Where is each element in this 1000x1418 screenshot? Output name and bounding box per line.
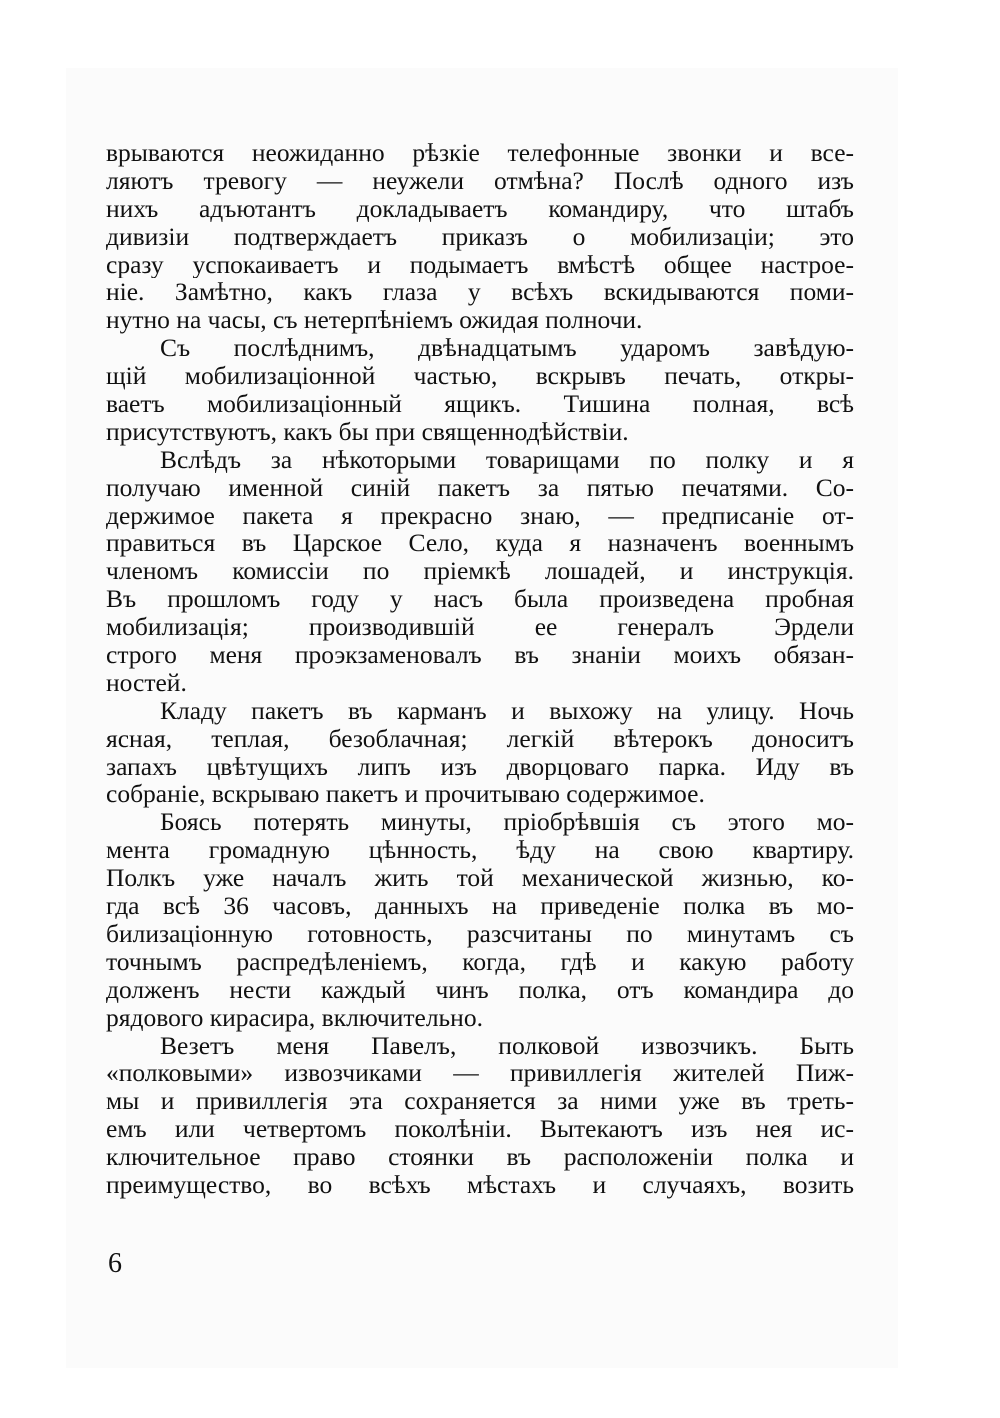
text-line: емъ или четвертомъ поколѣніи. Вытекаютъ изъ нея ис- (106, 1115, 854, 1144)
page-number: 6 (108, 1248, 122, 1279)
text-line: Полкъ уже началъ жить той механической жизнью, ко- (106, 864, 854, 893)
text-line: мы и привиллегія эта сохраняется за ними уже въ треть- (106, 1087, 854, 1116)
text-line: строго меня проэкзаменовалъ въ знаніи моихъ обязан- (106, 641, 854, 669)
text-line: долженъ нести каждый чинъ полка, отъ командира до (106, 975, 854, 1004)
text-line: ваетъ мобилизаціонный ящикъ. Тишина полная, всѣ (106, 390, 854, 418)
text-line: Боясь потерять минуты, пріобрѣвшія съ этого мо- (160, 808, 854, 837)
text-line: ключительное право стоянки въ расположеніи полка и (106, 1143, 854, 1171)
text-line: запахъ цвѣтущихъ липъ изъ дворцоваго парка. Иду въ (106, 752, 854, 781)
text-line: рядового кирасира, включительно. (106, 1003, 483, 1032)
text-line: держимое пакета я прекрасно знаю, — предписаніе от- (106, 501, 854, 530)
body-text (106, 139, 854, 1199)
text-line: собраніе, вскрываю пакетъ и прочитываю содержимое. (106, 780, 705, 809)
text-line: точнымъ распредѣленіемъ, когда, гдѣ и какую работу (106, 947, 854, 976)
text-line: мента громадную цѣнность, ѣду на свою квартиру. (106, 836, 854, 865)
text-line: членомъ комиссіи по пріемкѣ лошадей, и инструкція. (106, 557, 854, 586)
text-line: Съ послѣднимъ, двѣнадцатымъ ударомъ завѣдую- (160, 334, 854, 363)
text-line: Въ прошломъ году у насъ была произведена пробная (106, 585, 854, 614)
text-line: гда всѣ 36 часовъ, данныхъ на приведеніе полка въ мо- (106, 892, 854, 920)
text-line: Кладу пакетъ въ карманъ и выхожу на улицу. Ночь (160, 696, 854, 725)
text-line: получаю именной синій пакетъ за пятью печатями. Со- (106, 473, 854, 502)
text-line: правиться въ Царское Село, куда я назначенъ военнымъ (106, 529, 854, 558)
text-line: щій мобилизаціонной частью, вскрывъ печать, откры- (106, 362, 854, 391)
text-line: ностей. (106, 668, 187, 697)
text-line: мобилизація; производившій ее генералъ Эрдели (106, 613, 854, 642)
text-line: сразу успокаиваетъ и подымаетъ вмѣстѣ общее настрое- (106, 250, 854, 279)
text-line: ляютъ тревогу — неужели отмѣна? Послѣ одного изъ (106, 166, 854, 195)
text-line: присутствуютъ, какъ бы при священнодѣйствіи. (106, 417, 629, 446)
text-line: билизаціонную готовность, разсчитаны по минутамъ съ (106, 919, 854, 948)
text-line: ясная, теплая, безоблачная; легкій вѣтерокъ доноситъ (106, 724, 854, 753)
text-line: нутно на часы, съ нетерпѣніемъ ожидая полночи. (106, 306, 643, 335)
text-line: нихъ адъютантъ докладываетъ командиру, что штабъ (106, 194, 854, 223)
text-line: «полковыми» извозчиками — привиллегія жителей Пиж- (106, 1059, 854, 1088)
text-line: Вслѣдъ за нѣкоторыми товарищами по полку и я (160, 445, 854, 474)
text-line: Везетъ меня Павелъ, полковой извозчикъ. Быть (160, 1031, 854, 1060)
text-line: дивизіи подтверждаетъ приказъ о мобилизаціи; это (106, 222, 854, 251)
text-line: врываются неожиданно рѣзкіе телефонные звонки и все- (106, 139, 854, 167)
text-line: ніе. Замѣтно, какъ глаза у всѣхъ вскидываются поми- (106, 278, 854, 307)
text-line: преимущество, во всѣхъ мѣстахъ и случаяхъ, возить (106, 1170, 854, 1199)
